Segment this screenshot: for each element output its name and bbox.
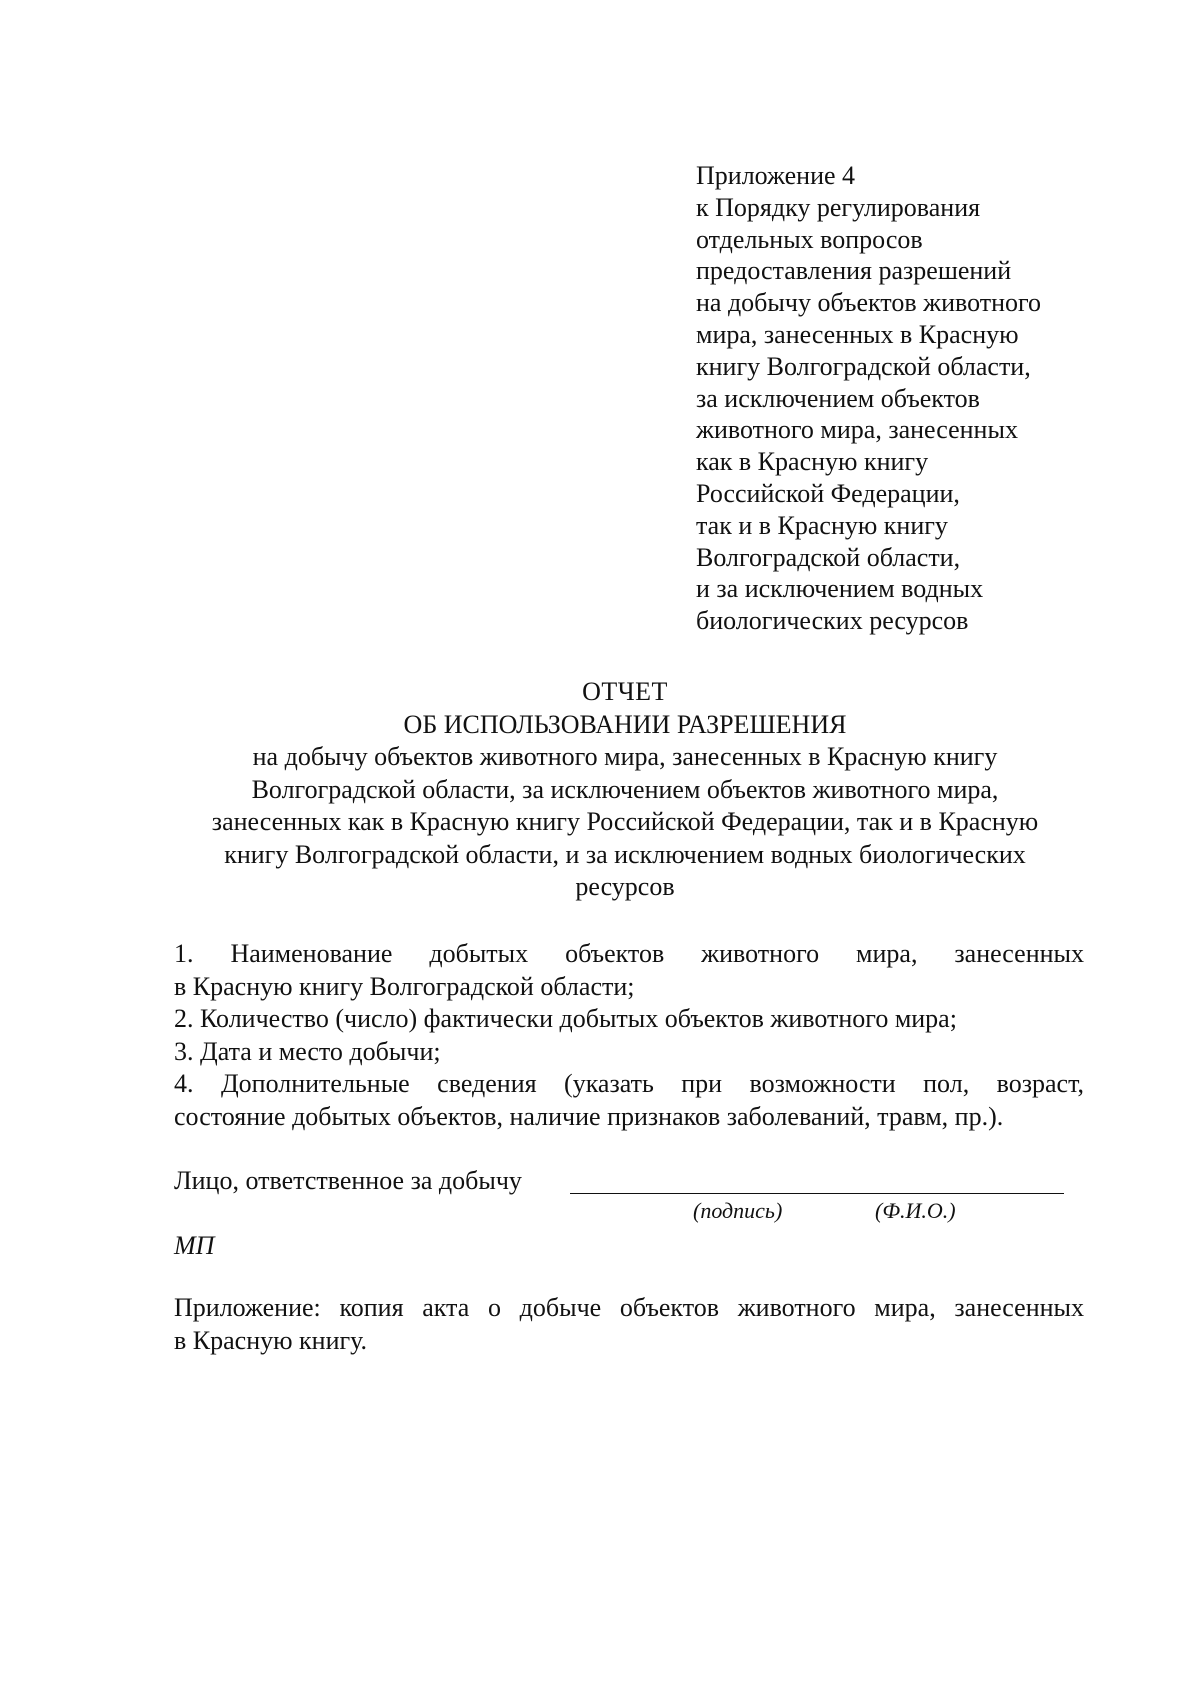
item-4-line-1: 4. Дополнительные сведения (указать при возможности пол, возраст, — [174, 1069, 1084, 1098]
attachment-line-1: Приложение: копия акта о добыче объектов животного мира, занесенных — [174, 1293, 1084, 1322]
name-caption: (Ф.И.О.) — [875, 1198, 956, 1223]
appendix-line: и за исключением водных — [696, 574, 984, 604]
appendix-line: отдельных вопросов — [696, 224, 923, 254]
appendix-line: предоставления разрешений — [696, 256, 1012, 286]
subtitle-line: книгу Волгоградской области, и за исключением водных биологических — [224, 839, 1026, 869]
appendix-line: к Порядку регулирования — [696, 192, 981, 222]
subtitle-line: на добычу объектов животного мира, занесенных в Красную книгу — [252, 742, 998, 771]
report-items — [174, 938, 1084, 1133]
subtitle-line: Волгоградской области, за исключением объектов животного мира, — [251, 774, 999, 804]
report-title — [160, 676, 1090, 904]
title-line-1: ОТЧЕТ — [582, 677, 668, 706]
appendix-line: за исключением объектов — [696, 383, 980, 413]
item-3: 3. Дата и место добычи; — [174, 1036, 441, 1066]
responsible-label: Лицо, ответственное за добычу — [174, 1166, 522, 1195]
appendix-line: животного мира, занесенных — [696, 415, 1018, 445]
appendix-line: Российской Федерации, — [696, 478, 960, 508]
item-2: 2. Количество (число) фактически добытых объектов животного мира; — [174, 1004, 957, 1033]
item-1-line-2: в Красную книгу Волгоградской области; — [174, 971, 635, 1001]
signature-caption: (подпись) — [693, 1198, 783, 1223]
appendix-line: Приложение 4 — [696, 161, 856, 190]
appendix-line: мира, занесенных в Красную — [696, 319, 1019, 349]
signature-line — [570, 1193, 1064, 1194]
subtitle-line: ресурсов — [575, 872, 675, 901]
appendix-line: так и в Красную книгу — [696, 510, 948, 540]
appendix-line: Волгоградской области, — [696, 542, 961, 572]
subtitle-line: занесенных как в Красную книгу Российской Федерации, так и в Красную — [211, 807, 1039, 836]
appendix-line: книгу Волгоградской области, — [696, 351, 1031, 381]
appendix-header — [696, 160, 1156, 637]
appendix-line: как в Красную книгу — [696, 447, 929, 477]
item-4-line-2: состояние добытых объектов, наличие признаков заболеваний, травм, пр.). — [174, 1101, 1004, 1131]
attachment-note — [174, 1291, 1084, 1357]
stamp-label: МП — [174, 1231, 215, 1260]
item-1-line-1: 1. Наименование добытых объектов животного мира, занесенных — [174, 939, 1084, 968]
appendix-line: биологических ресурсов — [696, 606, 969, 636]
attachment-line-2: в Красную книгу. — [174, 1326, 368, 1355]
title-line-2: ОБ ИСПОЛЬЗОВАНИИ РАЗРЕШЕНИЯ — [403, 709, 847, 739]
appendix-line: на добычу объектов животного — [696, 288, 1042, 318]
